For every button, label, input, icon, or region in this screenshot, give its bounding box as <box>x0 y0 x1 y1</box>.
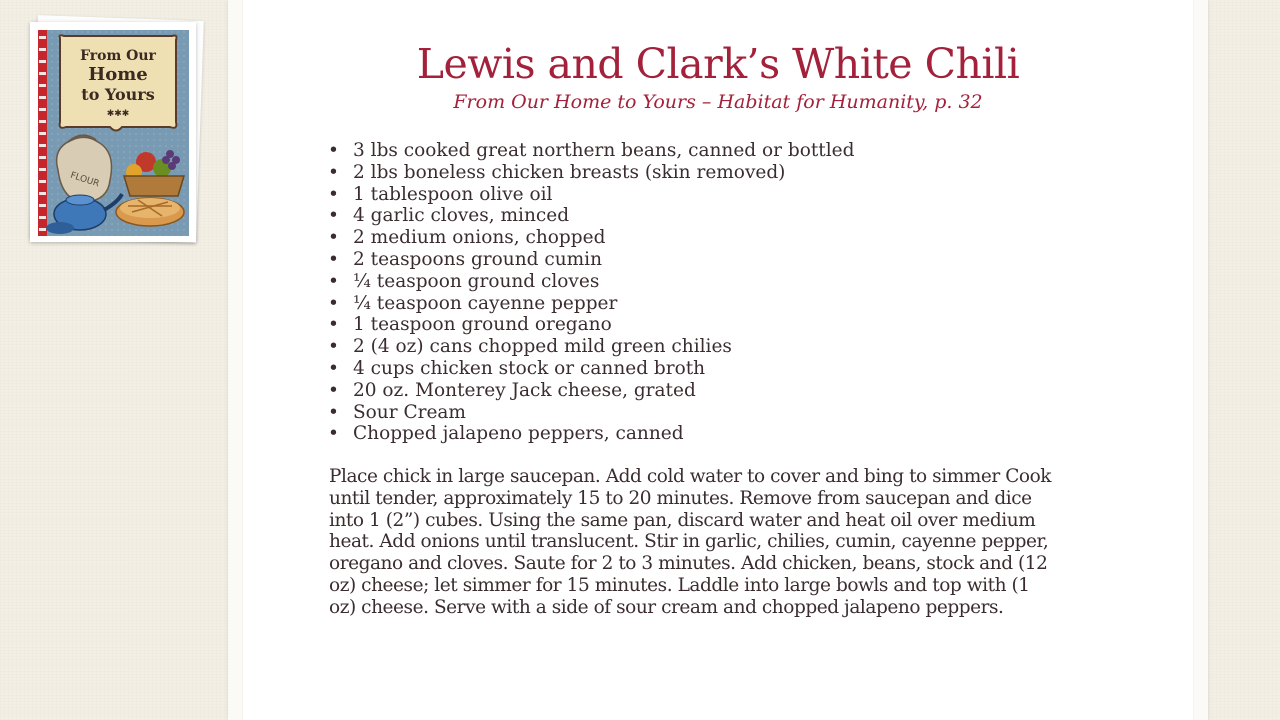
bullet-icon: • <box>328 140 339 161</box>
ingredient-text: ¼ teaspoon cayenne pepper <box>353 292 618 314</box>
list-item <box>328 380 854 402</box>
ingredient-text: 20 oz. Monterey Jack cheese, grated <box>353 379 696 401</box>
ingredient-text: 2 medium onions, chopped <box>353 227 606 249</box>
bullet-icon: • <box>328 248 339 270</box>
list-item <box>328 140 854 162</box>
bullet-icon: • <box>328 161 339 183</box>
list-item <box>328 205 854 227</box>
bullet-icon: • <box>328 183 339 205</box>
list-item <box>328 336 854 358</box>
list-item <box>328 271 854 293</box>
ingredient-text: 2 lbs boneless chicken breasts (skin removed) <box>353 161 786 183</box>
cover-line-2: Home <box>88 64 148 85</box>
instructions-line: oregano and cloves. Saute for 2 to 3 minutes. Add chicken, beans, stock and (12 <box>329 553 1048 575</box>
recipe-title: Lewis and Clark’s White Chili <box>416 40 1020 88</box>
bullet-icon: • <box>328 205 339 227</box>
bullet-icon: • <box>328 292 339 314</box>
ingredient-text: Sour Cream <box>353 401 466 423</box>
ingredient-text: 3 lbs cooked great northern beans, canned or bottled <box>353 140 855 161</box>
list-item <box>328 293 854 315</box>
bullet-icon: • <box>328 379 339 401</box>
bullet-icon: • <box>328 227 339 249</box>
list-item <box>328 358 854 380</box>
bullet-icon: • <box>328 357 339 379</box>
recipe-source: From Our Home to Yours – Habitat for Humanity, p. 32 <box>453 91 983 113</box>
instructions-line: into 1 (2”) cubes. Using the same pan, discard water and heat oil over medium <box>329 509 1036 531</box>
ingredient-text: 4 cups chicken stock or canned broth <box>353 357 706 379</box>
cover-line-1: From Our <box>80 48 156 64</box>
instructions-line: heat. Add onions until translucent. Stir in garlic, chilies, cumin, cayenne pepper, <box>329 531 1049 553</box>
list-item <box>328 162 854 184</box>
cover-ornament: ✱✱✱ <box>106 109 130 119</box>
list-item <box>328 227 854 249</box>
ingredient-text: 4 garlic cloves, minced <box>353 205 570 227</box>
list-item <box>328 402 854 424</box>
cover-line-3: to Yours <box>81 85 155 104</box>
flour-label: FLOUR <box>68 170 101 190</box>
instructions-line: Place chick in large saucepan. Add cold water to cover and bing to simmer Cook <box>329 466 1052 487</box>
bullet-icon: • <box>328 401 339 423</box>
instructions-line: until tender, approximately 15 to 20 minutes. Remove from saucepan and dice <box>329 487 1032 509</box>
ingredient-list <box>328 140 854 445</box>
list-item <box>328 184 854 206</box>
list-item <box>328 423 854 445</box>
cookbook-cover-photo <box>38 30 189 236</box>
ingredient-text: Chopped jalapeno peppers, canned <box>353 423 684 445</box>
ingredient-text: 2 (4 oz) cans chopped mild green chilies <box>353 336 732 358</box>
cookbook-cover-illustration <box>38 30 189 236</box>
bullet-icon: • <box>328 336 339 358</box>
instructions-line: oz) cheese. Serve with a side of sour cream and chopped jalapeno peppers. <box>329 596 1004 618</box>
ingredient-text: 1 teaspoon ground oregano <box>353 314 612 336</box>
instructions-line: oz) cheese; let simmer for 15 minutes. Laddle into large bowls and top with (1 <box>329 574 1030 596</box>
flour-sack-icon <box>57 137 112 202</box>
list-item <box>328 249 854 271</box>
bullet-icon: • <box>328 314 339 336</box>
list-item <box>328 314 854 336</box>
ingredient-text: 1 tablespoon olive oil <box>353 183 553 205</box>
bullet-icon: • <box>328 423 339 445</box>
bullet-icon: • <box>328 270 339 292</box>
recipe-instructions <box>329 466 1109 619</box>
ingredient-text: 2 teaspoons ground cumin <box>353 248 602 270</box>
ingredient-text: ¼ teaspoon ground cloves <box>353 270 600 292</box>
